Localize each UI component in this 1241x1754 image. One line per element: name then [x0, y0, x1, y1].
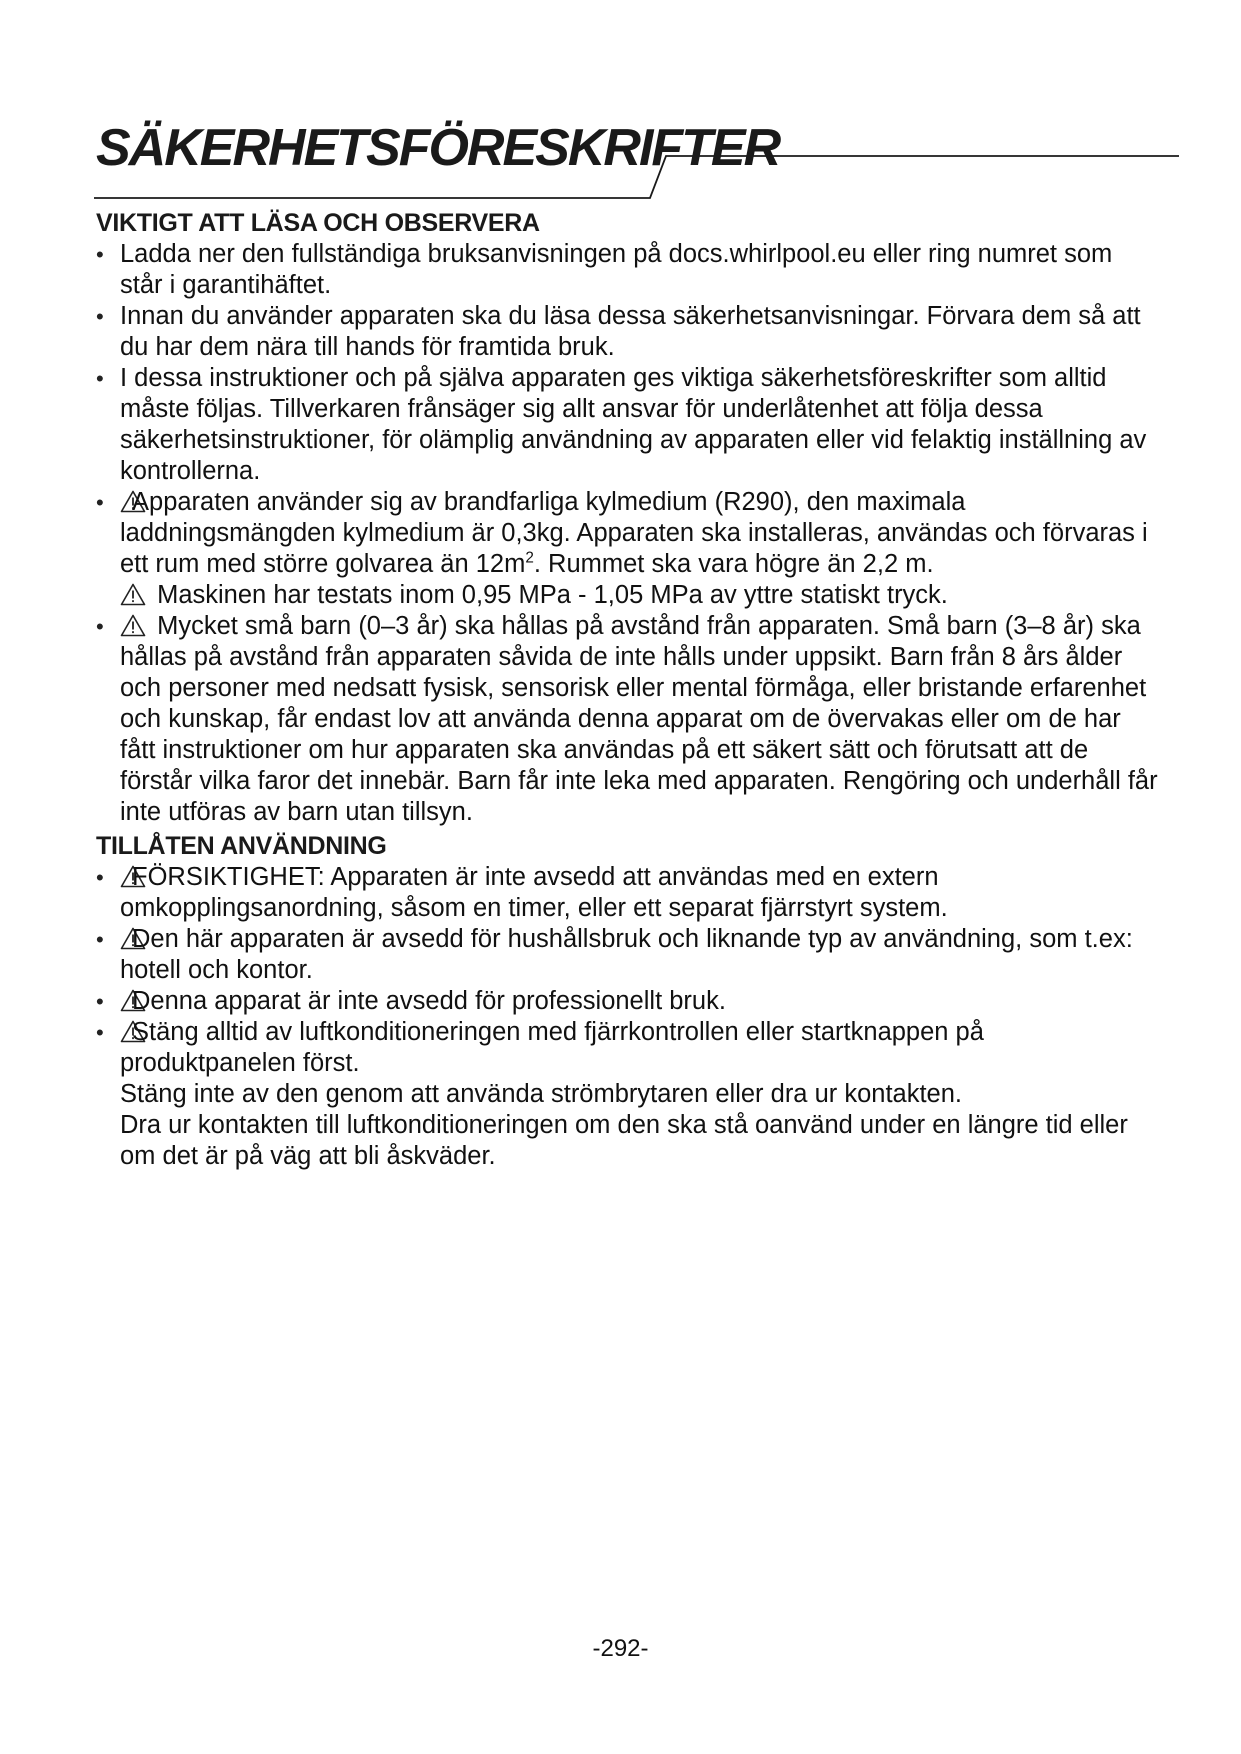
list-item [96, 924, 1161, 986]
list-item: • Innan du använder apparaten ska du läsa dessa säkerhetsanvisningar. Förvara dem så att du har dem nära till hands för framtida bruk. [96, 301, 1161, 363]
refrigerant-text-end: . Rummet ska vara högre än 2,2 m. [533, 550, 934, 578]
section-heading-important: VIKTIGT ATT LÄSA OCH OBSERVERA [96, 209, 540, 237]
household-use-text: Den här apparaten är avsedd för hushållsbruk och liknande typ av användning, som t.ex: hotell och kontor. [120, 925, 1133, 984]
permitted-use-list [96, 862, 1161, 1172]
professional-use-text: Denna apparat är inte avsedd för professionellt bruk. [132, 987, 726, 1015]
superscript-2: 2 [525, 549, 534, 567]
pressure-text: Maskinen har testats inom 0,95 MPa - 1,05 MPa av yttre statiskt tryck. [157, 581, 948, 609]
important-list [96, 239, 1161, 828]
list-item [96, 611, 1161, 828]
list-item [96, 862, 1161, 924]
warning-triangle-icon [120, 614, 146, 637]
list-item-continuation: Stäng inte av den genom att använda strömbrytaren eller dra ur kontakten. [120, 1080, 962, 1108]
warning-triangle-icon [120, 583, 146, 606]
caution-text: FÖRSIKTIGHET: Apparaten är inte avsedd att användas med en extern omkopplingsanordning, såsom en timer, eller ett separat fjärrstyrt system. [120, 863, 948, 922]
list-item: • I dessa instruktioner och på själva apparaten ges viktiga säkerhetsföreskrifter som alltid måste följas. Tillverkaren frånsäger sig allt ansvar för underlåtenhet att följa dessa säkerhetsinstruktioner, för olämplig användning av apparaten eller vid felaktig inställning av kontrollerna. [96, 363, 1161, 487]
list-item-continuation [96, 580, 1161, 611]
page-number: -292- [592, 1635, 649, 1662]
refrigerant-text: Apparaten använder sig av brandfarliga kylmedium (R290), den maximala laddningsmängden kylmedium är 0,3kg. Apparaten ska installeras, användas och förvaras i ett rum med större golvarea än 12m [120, 488, 1148, 578]
list-item [96, 986, 1161, 1017]
list-item: • Ladda ner den fullständiga bruksanvisningen på docs.whirlpool.eu eller ring numret som står i garantihäftet. [96, 239, 1161, 301]
switch-off-text: Stäng alltid av luftkonditioneringen med fjärrkontrollen eller startknappen på produktpanelen först. [120, 1018, 984, 1077]
list-item [96, 1017, 1161, 1079]
page-title: SÄKERHETSFÖRESKRIFTER [96, 119, 780, 177]
list-item-continuation: Dra ur kontakten till luftkonditioneringen om den ska stå oanvänd under en längre tid eller om det är på väg att bli åskväder. [120, 1111, 1128, 1170]
list-item [96, 487, 1161, 580]
children-text: Mycket små barn (0–3 år) ska hållas på avstånd från apparaten. Små barn (3–8 år) ska hållas på avstånd från apparaten såvida de inte hålls under uppsikt. Barn från 8 års ålder och personer med nedsatt fysisk, sensorisk eller mental förmåga, eller bristande erfarenhet och kunskap, får endast lov att använda denna apparat om de övervakas eller om de har fått instruktioner om hur apparaten ska användas på ett säkert sätt och förutsatt att de förstår vilka faror det innebär. Barn får inte leka med apparaten. Rengöring och underhåll får inte utföras av barn utan tillsyn. [120, 612, 1158, 826]
content [96, 208, 1161, 1172]
section-heading-permitted-use: TILLÅTEN ANVÄNDNING [96, 832, 387, 860]
title-underline [94, 150, 1179, 206]
